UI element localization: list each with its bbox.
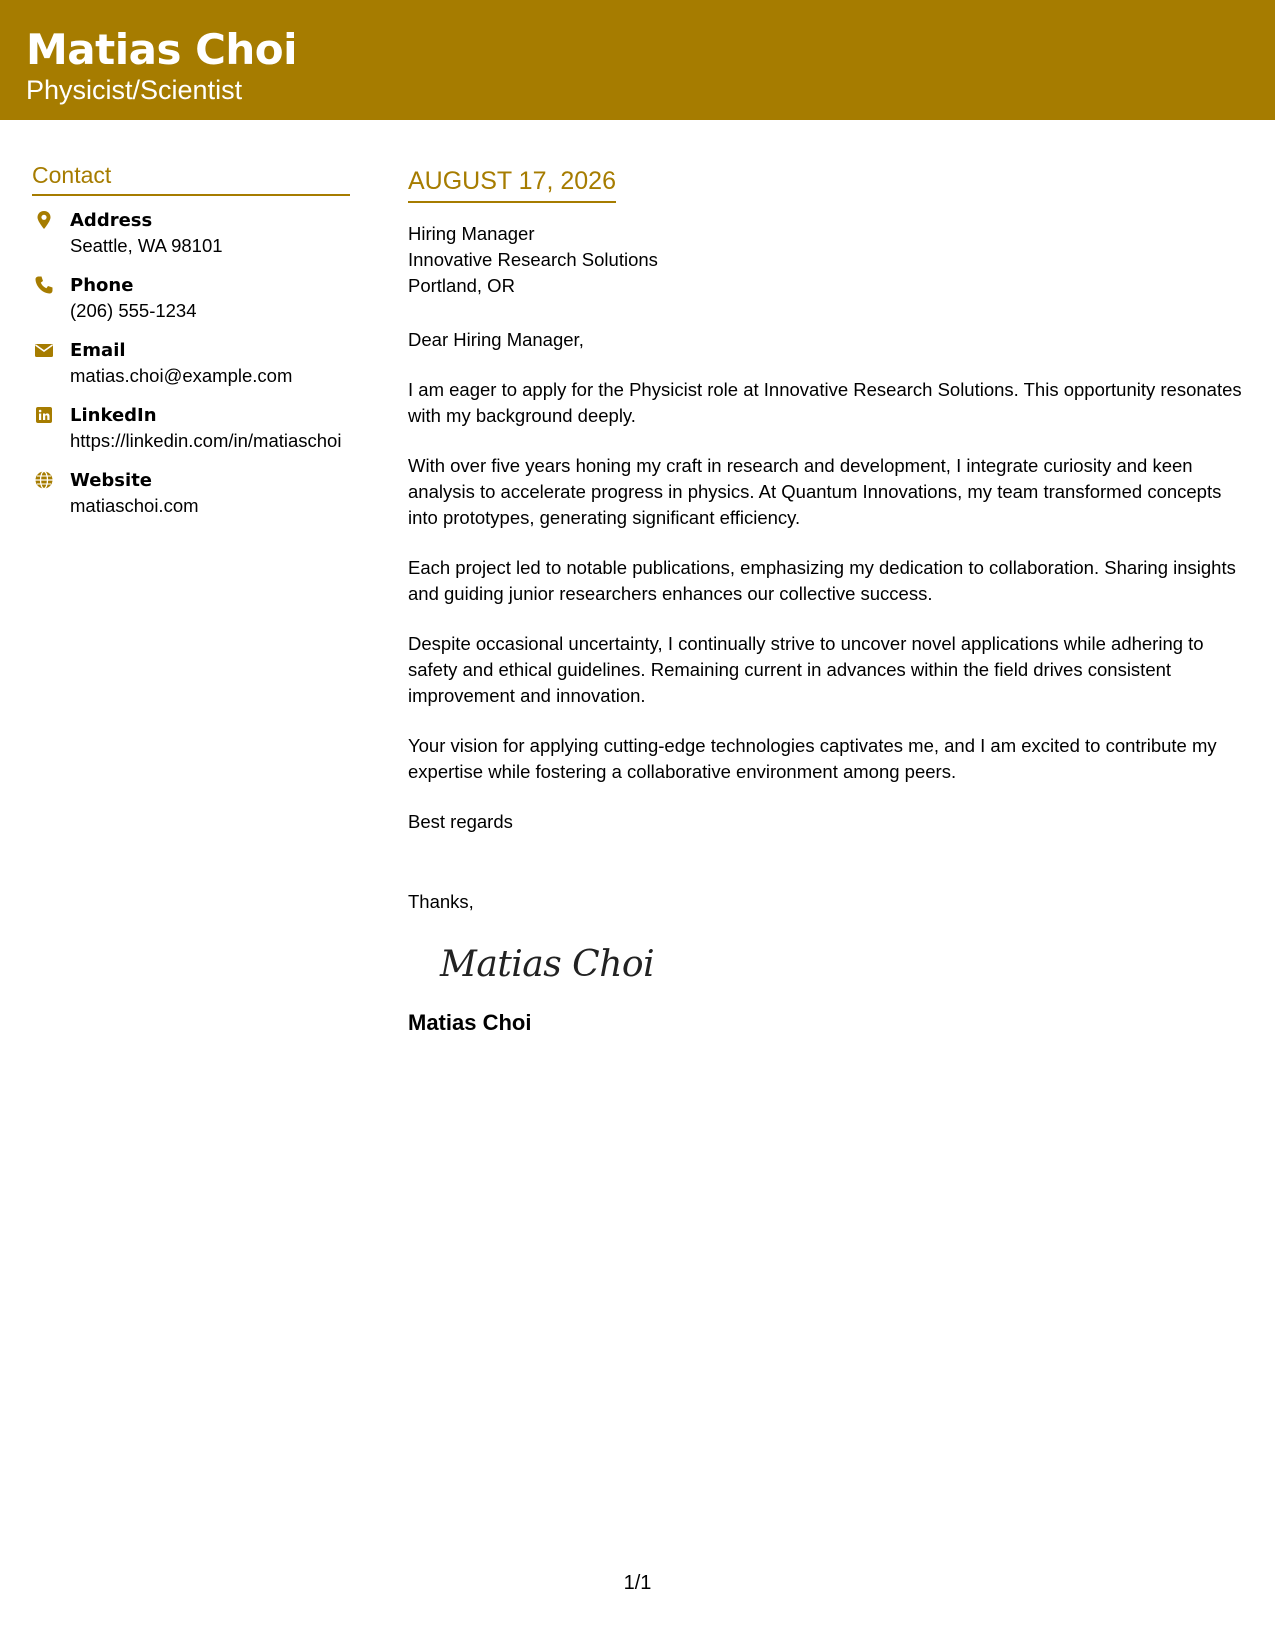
- contact-list: [32, 208, 350, 519]
- recipient-line: Hiring Manager: [408, 223, 535, 244]
- letter-greeting: Dear Hiring Manager,: [408, 329, 584, 350]
- contact-heading: Contact: [32, 160, 350, 196]
- page-number: 1/1: [623, 1572, 652, 1594]
- contact-item-address: [32, 208, 350, 259]
- contact-item-phone: [32, 273, 350, 324]
- letter-paragraph: Each project led to notable publications, emphasizing my dedication to collaboration. Sharing insights and guiding junior researchers enhances our collective success.: [408, 557, 1236, 604]
- recipient-line: Innovative Research Solutions: [408, 249, 658, 270]
- letter-paragraph: Your vision for applying cutting-edge technologies captivates me, and I am excited to contribute my expertise while fostering a collaborative environment among peers.: [408, 735, 1217, 782]
- letter-paragraph: Despite occasional uncertainty, I continually strive to uncover novel applications while adhering to safety and ethical guidelines. Remaining current in advances within the field drives consistent improvement and innovation.: [408, 633, 1204, 706]
- contact-label: Phone: [70, 275, 134, 296]
- letter-date: AUGUST 17, 2026: [408, 165, 616, 203]
- contact-sidebar: [32, 160, 350, 533]
- letter-thanks: Thanks,: [408, 891, 474, 912]
- contact-value[interactable]: matiaschoi.com: [70, 495, 199, 516]
- contact-item-linkedin: [32, 403, 350, 454]
- contact-label: Email: [70, 340, 126, 361]
- contact-item-website: [32, 468, 350, 519]
- recipient-line: Portland, OR: [408, 275, 515, 296]
- header-banner: [0, 0, 1275, 120]
- linkedin-icon: [34, 405, 54, 425]
- contact-value: (206) 555-1234: [70, 300, 197, 321]
- envelope-icon: [34, 340, 54, 360]
- globe-icon: [34, 470, 54, 490]
- contact-value[interactable]: https://linkedin.com/in/matiaschoi: [70, 430, 342, 451]
- contact-label: Address: [70, 210, 153, 231]
- contact-value: Seattle, WA 98101: [70, 235, 223, 256]
- contact-label: LinkedIn: [70, 405, 157, 426]
- phone-icon: [34, 275, 54, 295]
- recipient-block: [408, 221, 1243, 299]
- contact-item-email: [32, 338, 350, 389]
- map-pin-icon: [34, 210, 54, 230]
- letter-body: [408, 165, 1243, 1037]
- letter-closing: Best regards: [408, 811, 513, 832]
- contact-label: Website: [70, 470, 153, 491]
- signer-name: Matias Choi: [408, 1010, 532, 1035]
- handwritten-signature: Matias Choi: [440, 944, 655, 985]
- applicant-name: Matias Choi: [26, 25, 298, 74]
- letter-paragraph: I am eager to apply for the Physicist role at Innovative Research Solutions. This opportunity resonates with my background deeply.: [408, 379, 1242, 426]
- letter-paragraph: With over five years honing my craft in research and development, I integrate curiosity and keen analysis to accelerate progress in physics. At Quantum Innovations, my team transformed concepts into prototypes, generating significant efficiency.: [408, 455, 1222, 528]
- applicant-role: Physicist/Scientist: [26, 75, 243, 105]
- contact-value: matias.choi@example.com: [70, 365, 293, 386]
